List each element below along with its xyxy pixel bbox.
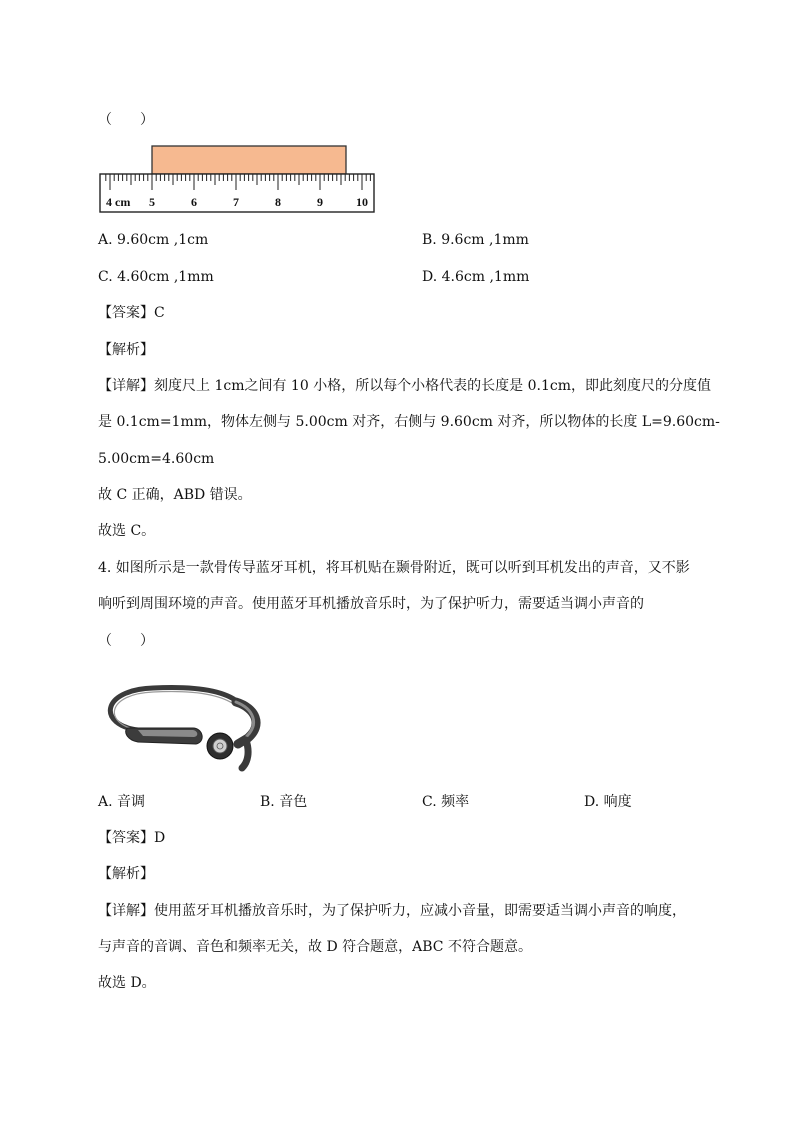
q3-option-c[interactable]: C. 4.60cm ,1mm (98, 269, 214, 285)
ruler-tick-label: 6 (191, 195, 197, 209)
q3-conclusion: 故 C 正确，ABD 错误。 (98, 487, 252, 503)
q4-stem-line-2: 响听到周围环境的声音。使用蓝牙耳机播放音乐时，为了保护听力，需要适当调小声音的 (98, 596, 644, 612)
neckband (110, 688, 238, 730)
measured-block (152, 146, 346, 174)
q4-choice: 故选 D。 (98, 975, 156, 991)
q3-detail-line-1: 【详解】刻度尺上 1cm之间有 10 小格，所以每个小格代表的长度是 0.1cm，即此刻度尺的分度值 (98, 378, 712, 394)
ruler-tick-label: 7 (233, 195, 239, 209)
q3-answer: 【答案】C (98, 305, 165, 321)
q4-answer: 【答案】D (98, 830, 166, 846)
q3-detail-line-3: 5.00cm=4.60cm (98, 451, 215, 467)
headset-image (98, 680, 268, 780)
q4-option-a[interactable]: A. 音调 (98, 794, 146, 810)
ruler-figure (98, 144, 378, 216)
q4-option-b[interactable]: B. 音色 (260, 794, 308, 810)
q4-detail-line-1: 【详解】使用蓝牙耳机播放音乐时，为了保护听力，应减小音量，即需要适当调小声音的响度， (98, 903, 686, 919)
ruler-unit-label: 4 cm (106, 195, 131, 209)
ruler-tick-label: 9 (317, 195, 323, 209)
q4-detail-line-2: 与声音的音调、音色和频率无关，故 D 符合题意，ABC 不符合题意。 (98, 939, 532, 955)
q3-option-d[interactable]: D. 4.6cm ,1mm (422, 269, 530, 285)
q3-option-b[interactable]: B. 9.6cm ,1mm (422, 232, 529, 248)
q4-stem-line-1: 4. 如图所示是一款骨传导蓝牙耳机，将耳机贴在颞骨附近，既可以听到耳机发出的声音，又不影 (98, 560, 690, 576)
q3-choice: 故选 C。 (98, 523, 156, 539)
ruler-tick-label: 8 (275, 195, 281, 209)
q3-paren: （ ） (98, 112, 154, 128)
q3-analysis-title: 【解析】 (98, 342, 154, 358)
q3-option-a[interactable]: A. 9.60cm ,1cm (98, 232, 209, 248)
q3-detail-line-2: 是 0.1cm=1mm，物体左侧与 5.00cm 对齐，右侧与 9.60cm 对齐，所以物体的长度 L=9.60cm- (98, 414, 720, 430)
ruler-tick-label: 5 (149, 195, 155, 209)
q4-paren: （ ） (98, 633, 154, 649)
ruler-tick-label: 10 (356, 195, 368, 209)
q4-option-c[interactable]: C. 频率 (422, 794, 470, 810)
q4-option-d[interactable]: D. 响度 (584, 794, 632, 810)
q4-analysis-title: 【解析】 (98, 866, 154, 882)
